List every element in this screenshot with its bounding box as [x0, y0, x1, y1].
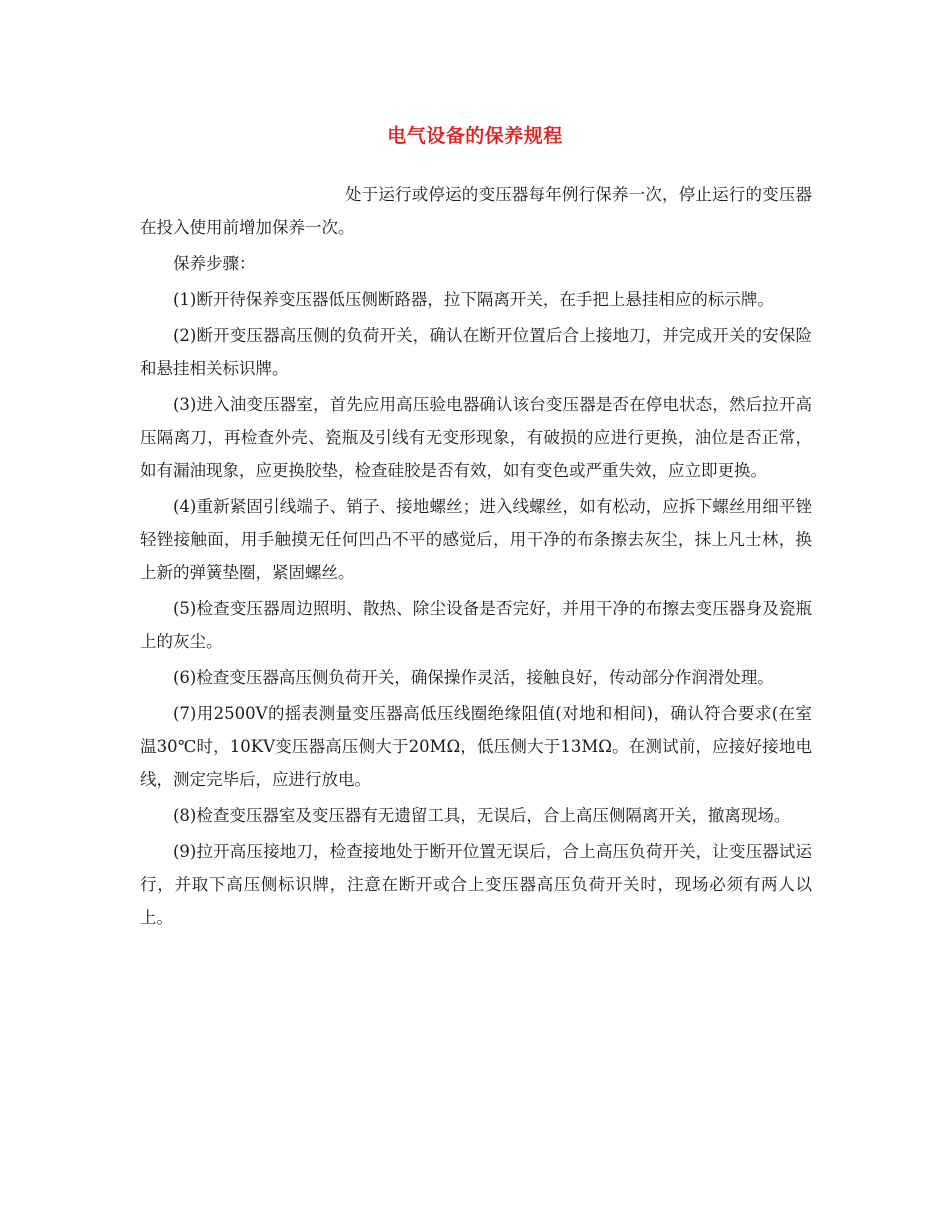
- step-1: (1)断开待保养变压器低压侧断路器，拉下隔离开关，在手把上悬挂相应的标示牌。: [173, 290, 774, 309]
- steps-heading: 保养步骤：: [173, 254, 256, 273]
- step-2: (2)断开变压器高压侧的负荷开关，确认在断开位置后合上接地刀，并完成开关的安保险和悬挂相关标识牌。: [140, 326, 812, 378]
- intro-paragraph: 处于运行或停运的变压器每年例行保养一次，停止运行的变压器在投入使用前增加保养一次。: [140, 185, 812, 237]
- step-8: (8)检查变压器室及变压器有无遗留工具，无误后，合上高压侧隔离开关，撤离现场。: [173, 806, 791, 825]
- step-3: (3)进入油变压器室，首先应用高压验电器确认该台变压器是否在停电状态，然后拉开高压隔离刀，再检查外壳、瓷瓶及引线有无变形现象，有破损的应进行更换，油位是否正常，如有漏油现象，应更换胶垫，检查硅胶是否有效，如有变色或严重失效，应立即更换。: [140, 395, 812, 480]
- document-body: [140, 178, 812, 937]
- step-5: (5)检查变压器周边照明、散热、除尘设备是否完好，并用干净的布擦去变压器身及瓷瓶上的灰尘。: [140, 599, 812, 651]
- step-7: (7)用2500V的摇表测量变压器高低压线圈绝缘阻值(对地和相间)，确认符合要求(在室温30℃时，10KV变压器高压侧大于20MΩ，低压侧大于13MΩ。在测试前，应接好接地电线，测定完毕后，应进行放电。: [140, 704, 812, 789]
- step-6: (6)检查变压器高压侧负荷开关，确保操作灵活，接触良好，传动部分作润滑处理。: [173, 668, 774, 687]
- step-4: (4)重新紧固引线端子、销子、接地螺丝；进入线螺丝，如有松动，应拆下螺丝用细平锉轻锉接触面，用手触摸无任何凹凸不平的感觉后，用干净的布条擦去灰尘，抹上凡士林，换上新的弹簧垫圈，紧固螺丝。: [140, 497, 812, 582]
- document-title: 电气设备的保养规程: [387, 125, 563, 147]
- step-9: (9)拉开高压接地刀，检查接地处于断开位置无误后，合上高压负荷开关，让变压器试运行，并取下高压侧标识牌，注意在断开或合上变压器高压负荷开关时，现场必须有两人以上。: [140, 842, 812, 927]
